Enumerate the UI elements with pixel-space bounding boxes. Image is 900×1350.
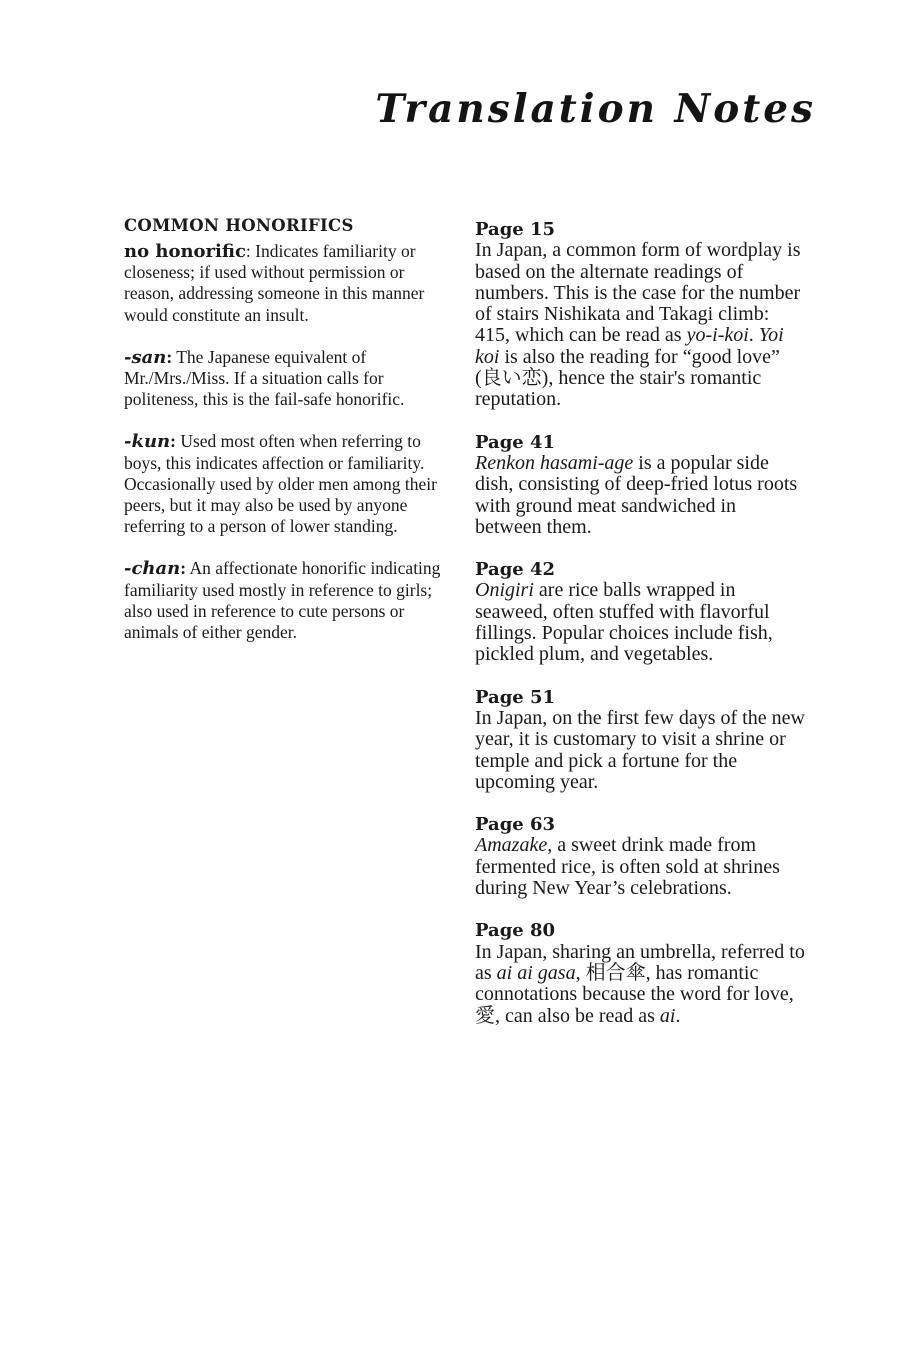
note-page-number: Page 51 bbox=[475, 686, 556, 708]
page-title: Translation Notes bbox=[375, 86, 816, 132]
honorific-separator: : bbox=[170, 431, 176, 452]
note-page-number: Page 42 bbox=[475, 559, 556, 581]
honorific-term: -kun bbox=[124, 431, 171, 453]
honorific-separator: : bbox=[166, 346, 173, 367]
note-text: is also the reading for “good love” (良い恋), hence the stair's romantic reputation. bbox=[475, 345, 780, 411]
note-page-80 bbox=[475, 920, 805, 1026]
note-text: In Japan, on the first few days of the new year, it is customary to visit a shrine or temple and pick a fortune for the upcoming year. bbox=[475, 706, 805, 793]
note-text: . bbox=[675, 1004, 681, 1027]
note-italic-term: Amazake bbox=[475, 834, 548, 857]
honorific-separator: : bbox=[245, 241, 251, 261]
honorific-text: Used most often when referring to boys, this indicates affection or familiarity. Occasionally used by older men among their peers, but it may also be used by anyone referring to a person of lower standing. bbox=[124, 431, 437, 537]
honorific-entry bbox=[124, 558, 446, 643]
note-page-number: Page 41 bbox=[475, 431, 556, 453]
note-italic-term: ai ai gasa bbox=[496, 961, 576, 984]
note-italic-term: Renkon hasami-age bbox=[475, 451, 634, 474]
note-text: In Japan, sharing an umbrella, referred to as bbox=[475, 940, 805, 984]
note-italic-term: Onigiri bbox=[475, 579, 534, 602]
honorifics-column bbox=[124, 216, 446, 664]
note-page-number: Page 63 bbox=[475, 814, 556, 836]
note-page-number: Page 80 bbox=[475, 920, 556, 942]
honorific-term: -san bbox=[124, 346, 167, 368]
honorific-text: The Japanese equivalent of Mr./Mrs./Miss. If a situation calls for politeness, this is the fail-safe honorific. bbox=[124, 346, 405, 410]
honorific-separator: : bbox=[180, 558, 187, 579]
note-page-15 bbox=[475, 219, 805, 411]
note-text: is a popular side dish, consisting of deep-fried lotus roots with ground meat sandwiched in between them. bbox=[475, 451, 798, 538]
note-page-51 bbox=[475, 687, 805, 793]
note-text: are rice balls wrapped in seaweed, often stuffed with flavorful fillings. Popular choices include fish, pickled plum, and vegetables. bbox=[475, 579, 773, 666]
note-italic-term: Yoi koi bbox=[475, 324, 784, 368]
note-page-number: Page 15 bbox=[475, 219, 556, 240]
honorific-term: no honorific bbox=[124, 241, 246, 262]
note-text: , a sweet drink made from fermented rice, is often sold at shrines during New Year’s celebrations. bbox=[475, 834, 780, 900]
note-italic-term: ai bbox=[659, 1004, 676, 1027]
honorific-text: Indicates familiarity or closeness; if used without permission or reason, addressing someone in this manner would constitute an insult. bbox=[124, 241, 425, 325]
note-text: , 相合傘, has romantic connotations because the word for love, 愛, can also be read as bbox=[475, 961, 794, 1027]
honorific-entry bbox=[124, 241, 446, 326]
note-text: In Japan, a common form of wordplay is based on the alternate readings of numbers. This is the case for the number of stairs Nishikata and Takagi climb: 415, which can be read as bbox=[475, 239, 801, 347]
note-italic-term: yo-i-koi bbox=[686, 324, 749, 347]
translation-notes-column bbox=[475, 219, 805, 1048]
note-page-42 bbox=[475, 559, 805, 665]
note-page-41 bbox=[475, 432, 805, 538]
honorific-entry bbox=[124, 347, 446, 411]
honorifics-heading: COMMON HONORIFICS bbox=[124, 216, 354, 235]
honorific-entry bbox=[124, 431, 446, 537]
honorific-text: An affectionate honorific indicating familiarity used mostly in reference to girls; also used in reference to cute persons or animals of either gender. bbox=[124, 558, 441, 643]
honorific-term: -chan bbox=[124, 558, 181, 580]
note-text: . bbox=[748, 324, 759, 347]
note-page-63 bbox=[475, 814, 805, 899]
